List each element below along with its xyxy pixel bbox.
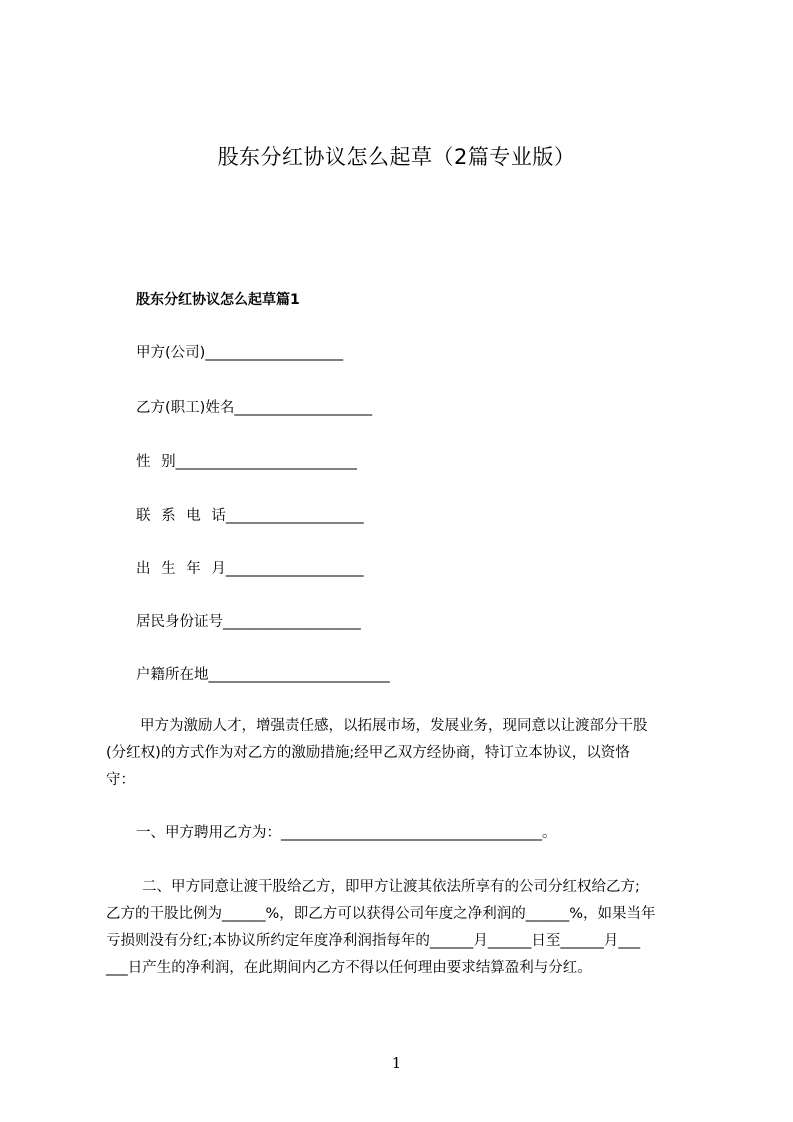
paragraph-line: ___日产生的净利润，在此期间内乙方不得以任何理由要求结算盈利与分红。: [106, 960, 592, 976]
document-title: 股东分红协议怎么起草（2篇专业版）: [217, 145, 576, 169]
paragraph-preamble: [106, 713, 700, 794]
field-gender: [136, 452, 357, 472]
paragraph-line: 一、甲方聘用乙方为：____________________________________。: [136, 825, 557, 841]
paragraph-line: 二、甲方同意让渡干股给乙方，即甲方让渡其依法所享有的公司分红权给乙方;: [142, 879, 640, 895]
field-party-b-name: [136, 398, 372, 418]
field-id-number: [136, 612, 361, 632]
field-phone: [136, 506, 364, 526]
field-label: 出 生 年 月: [136, 561, 226, 577]
paragraph-line: 守：: [106, 772, 135, 788]
field-blank: ___________________: [225, 561, 364, 577]
paragraph-line: (分红权)的方式作为对乙方的激励措施;经甲乙双方经协商，特订立本协议，以资恪: [106, 745, 630, 761]
page-number: 1: [391, 1054, 402, 1072]
field-blank: ___________________: [223, 614, 361, 630]
paragraph-line: 甲方为激励人才，增强责任感，以拓展市场，发展业务，现同意以让渡部分干股: [140, 718, 648, 734]
field-label: 居民身份证号: [136, 614, 223, 630]
field-birth-date: [136, 559, 364, 579]
paragraph-line: 亏损则没有分红;本协议所约定年度净利润指每年的______月______日至______月___: [106, 933, 641, 949]
field-label: 性 别: [136, 454, 176, 470]
field-blank: ___________________: [205, 345, 344, 361]
field-blank: ___________________: [225, 508, 364, 524]
section-heading: 股东分红协议怎么起草篇1: [136, 292, 300, 308]
field-party-a: [136, 343, 343, 363]
field-label: 户籍所在地: [136, 667, 209, 683]
field-blank: _________________________: [175, 454, 357, 470]
field-label: 乙方(职工)姓名: [136, 400, 235, 416]
field-blank: _________________________: [208, 667, 390, 683]
field-label: 甲方(公司): [136, 345, 206, 361]
field-household-registration: [136, 665, 390, 685]
paragraph-line: 乙方的干股比例为______%，即乙方可以获得公司年度之净利润的______%，如果当年: [106, 906, 656, 922]
paragraph-clause-1: [106, 820, 700, 847]
field-label: 联 系 电 话: [136, 508, 226, 524]
field-blank: ___________________: [234, 400, 373, 416]
paragraph-clause-2: [106, 874, 700, 982]
